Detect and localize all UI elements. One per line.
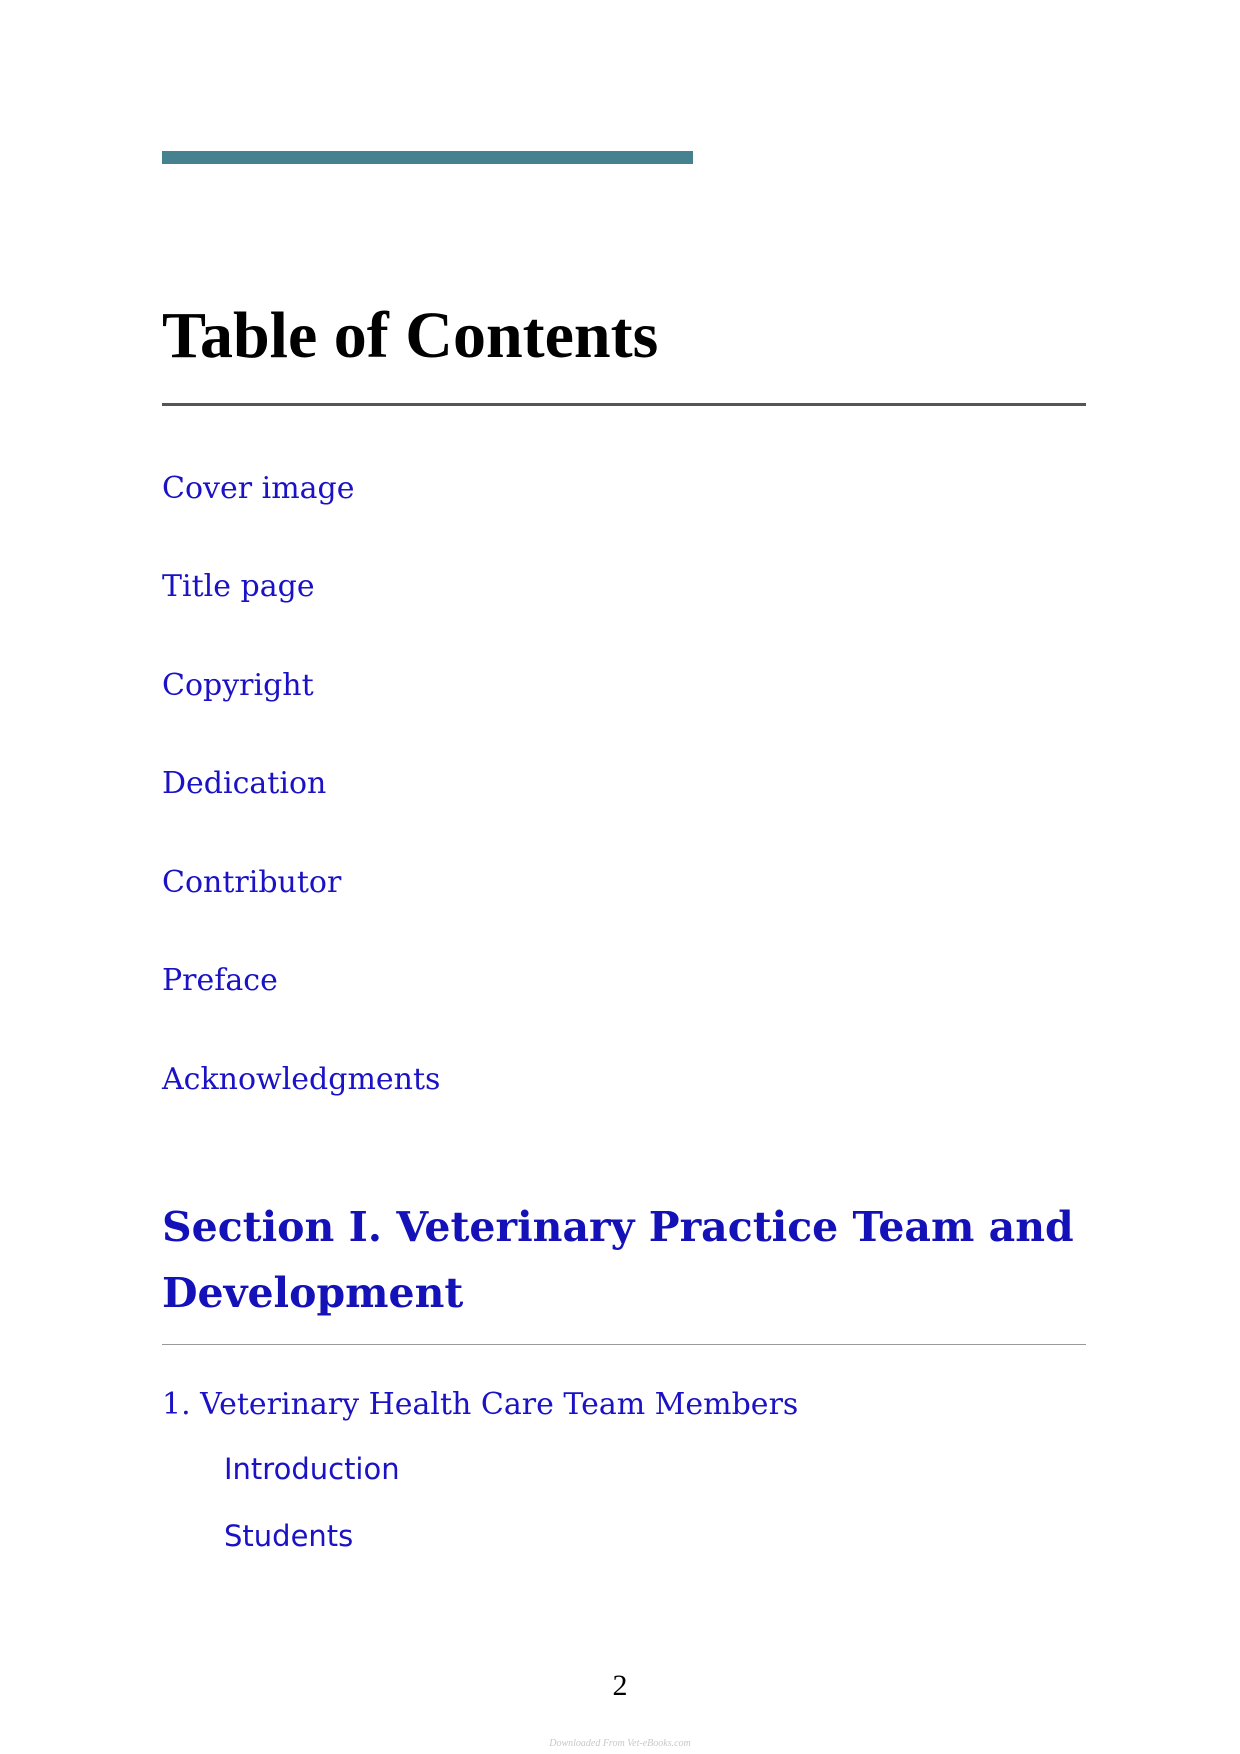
watermark: Downloaded From Vet-eBooks.com: [549, 1738, 691, 1749]
page-title: Table of Contents: [162, 299, 659, 372]
toc-link-dedication[interactable]: Dedication: [162, 766, 327, 801]
toc-link-acknowledgments[interactable]: Acknowledgments: [162, 1062, 441, 1097]
toc-link-preface[interactable]: Preface: [162, 963, 278, 998]
toc-link-title-page[interactable]: Title page: [162, 569, 315, 604]
section-heading-line-2: Development: [162, 1269, 464, 1317]
section-heading-line-1: Section I. Veterinary Practice Team and: [162, 1203, 1074, 1251]
title-divider: [162, 403, 1086, 406]
toc-link-students[interactable]: Students: [224, 1519, 354, 1553]
page-number: 2: [612, 1669, 628, 1702]
toc-link-copyright[interactable]: Copyright: [162, 668, 314, 703]
accent-bar: [162, 151, 693, 164]
toc-link-contributor[interactable]: Contributor: [162, 865, 342, 900]
toc-link-chapter-1[interactable]: 1. Veterinary Health Care Team Members: [162, 1387, 799, 1422]
section-heading-link[interactable]: [162, 1194, 1086, 1326]
toc-link-cover-image[interactable]: Cover image: [162, 471, 355, 506]
section-divider: [162, 1344, 1086, 1345]
toc-link-introduction[interactable]: Introduction: [224, 1452, 400, 1486]
